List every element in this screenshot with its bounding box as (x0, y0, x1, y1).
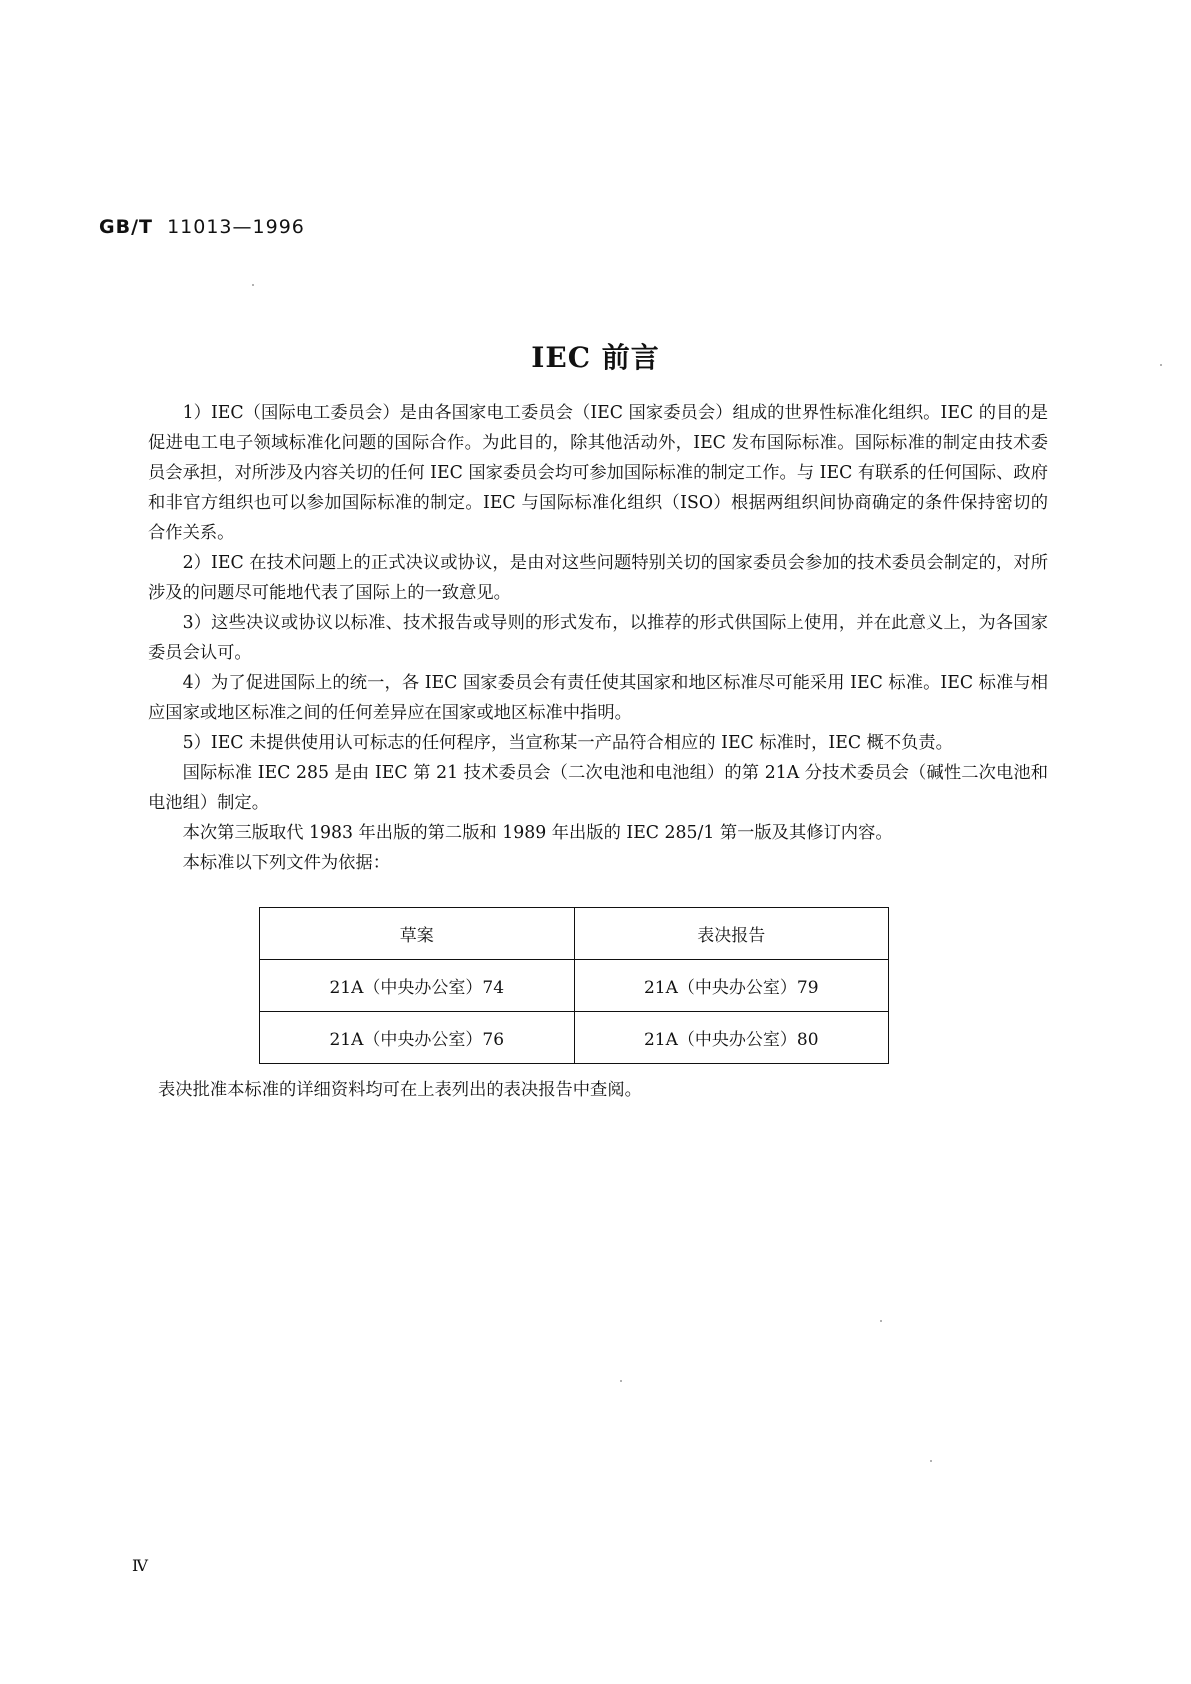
standard-code (99, 216, 305, 238)
table-header-row (260, 908, 889, 960)
scan-speck (620, 1380, 622, 1382)
paragraph-3: 3）这些决议或协议以标准、技术报告或导则的形式发布，以推荐的形式供国际上使用，并在此意义上，为各国家委员会认可。 (148, 613, 1048, 663)
table-cell: 21A（中央办公室）80 (574, 1012, 889, 1064)
page-title: IEC 前言 (531, 341, 660, 374)
table-cell: 21A（中央办公室）76 (260, 1012, 575, 1064)
paragraph-basis: 本标准以下列文件为依据： (182, 853, 390, 873)
paragraph-5: 5）IEC 未提供使用认可标志的任何程序，当宣称某一产品符合相应的 IEC 标准时，IEC 概不负责。 (182, 733, 953, 753)
scan-speck (930, 1460, 932, 1462)
table-row (260, 960, 889, 1012)
paragraph-2: 2）IEC 在技术问题上的正式决议或协议，是由对这些问题特别关切的国家委员会参加的技术委员会制定的，对所涉及的问题尽可能地代表了国际上的一致意见。 (148, 553, 1048, 603)
paragraph-4: 4）为了促进国际上的统一，各 IEC 国家委员会有责任使其国家和地区标准尽可能采用 IEC 标准。IEC 标准与相应国家或地区标准之间的任何差异应在国家或地区标准中指明。 (148, 673, 1048, 723)
table-row (260, 1012, 889, 1064)
table-cell: 21A（中央办公室）74 (260, 960, 575, 1012)
standard-number: 11013—1996 (167, 216, 305, 238)
paragraph-edition: 本次第三版取代 1983 年出版的第二版和 1989 年出版的 IEC 285/1 第一版及其修订内容。 (182, 823, 893, 843)
scan-speck (252, 284, 254, 286)
standard-prefix: GB/T (99, 216, 153, 238)
table-cell: 21A（中央办公室）79 (574, 960, 889, 1012)
header-voting-report: 表决报告 (574, 908, 889, 960)
scan-speck (880, 1320, 882, 1322)
page-number: Ⅳ (132, 1556, 148, 1575)
preface-body (148, 398, 1048, 878)
basis-documents-table (259, 907, 889, 1064)
header-draft: 草案 (260, 908, 575, 960)
voting-note: 表决批准本标准的详细资料均可在上表列出的表决报告中查阅。 (158, 1080, 642, 1100)
paragraph-iec285: 国际标准 IEC 285 是由 IEC 第 21 技术委员会（二次电池和电池组）的第 21A 分技术委员会（碱性二次电池和电池组）制定。 (148, 763, 1048, 813)
scan-speck (1160, 364, 1162, 366)
paragraph-1: 1）IEC（国际电工委员会）是由各国家电工委员会（IEC 国家委员会）组成的世界性标准化组织。IEC 的目的是促进电工电子领域标准化问题的国际合作。为此目的，除其他活动外，IEC 发布国际标准。国际标准的制定由技术委员会承担，对所涉及内容关切的任何 IEC 国家委员会均可参加国际标准的制定工作。与 IEC 有联系的任何国际、政府和非官方组织也可以参加国际标准的制定。IEC 与国际标准化组织（ISO）根据两组织间协商确定的条件保持密切的合作关系。 (148, 403, 1048, 543)
